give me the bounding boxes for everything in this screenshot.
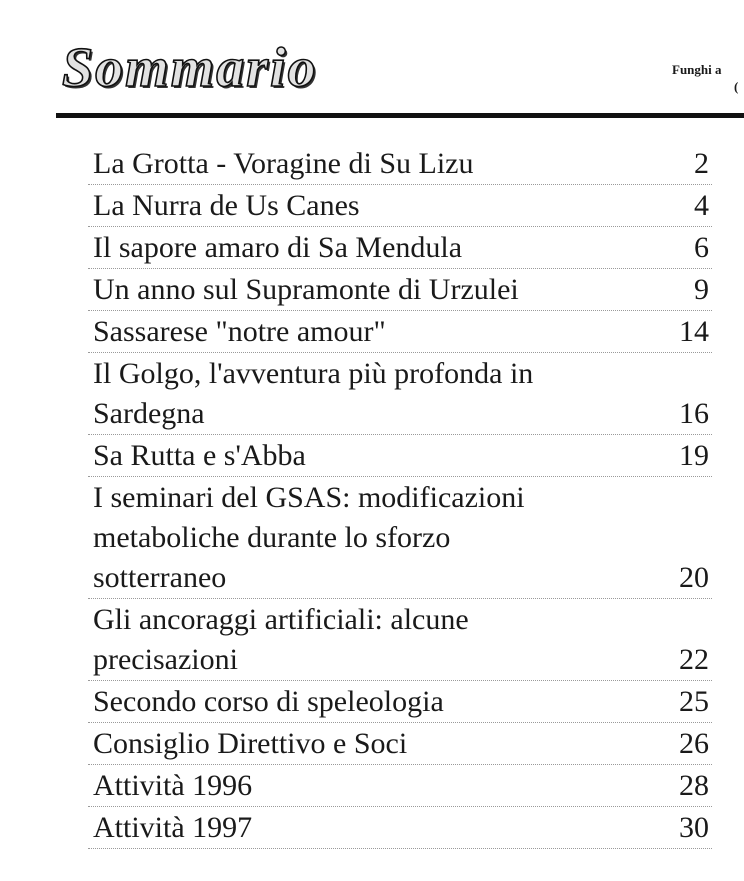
toc-entry[interactable] xyxy=(88,477,712,599)
toc-entry-page: 14 xyxy=(679,315,709,348)
side-note-line-2: ( xyxy=(734,79,739,94)
toc-entry-title: La Nurra de Us Canes xyxy=(93,189,360,222)
toc-entry-page: 6 xyxy=(694,231,709,264)
toc-entry-title: La Grotta - Voragine di Su Lizu xyxy=(93,147,474,180)
header-rule xyxy=(56,113,744,118)
toc-entry-page: 4 xyxy=(694,189,709,222)
toc-entry-title: Sassarese "notre amour" xyxy=(93,315,386,348)
toc-entry-title: Gli ancoraggi artificiali: alcune precisazioni xyxy=(93,603,469,676)
toc-entry-page: 25 xyxy=(679,685,709,718)
toc-entry[interactable] xyxy=(88,681,712,723)
page-title: Sommario xyxy=(62,37,318,99)
toc-entry[interactable] xyxy=(88,185,712,227)
toc-entry-title: Attività 1997 xyxy=(93,811,253,844)
toc-entry[interactable] xyxy=(88,435,712,477)
table-of-contents xyxy=(88,143,712,849)
side-note xyxy=(672,61,744,95)
toc-entry-page: 26 xyxy=(679,727,709,760)
toc-entry-title: Consiglio Direttivo e Soci xyxy=(93,727,408,760)
toc-entry[interactable] xyxy=(88,143,712,185)
toc-entry[interactable] xyxy=(88,227,712,269)
toc-entry-title: Secondo corso di speleologia xyxy=(93,685,444,718)
toc-entry[interactable] xyxy=(88,807,712,849)
toc-entry[interactable] xyxy=(88,311,712,353)
toc-entry[interactable] xyxy=(88,353,712,435)
toc-entry[interactable] xyxy=(88,269,712,311)
toc-entry-title: I seminari del GSAS: modificazioni metaboliche durante lo sforzo sotterraneo xyxy=(93,481,525,594)
side-note-line-1: Funghi a xyxy=(672,62,722,77)
toc-entry-page: 20 xyxy=(679,561,709,594)
toc-entry-title: Attività 1996 xyxy=(93,769,253,802)
toc-entry[interactable] xyxy=(88,599,712,681)
toc-entry[interactable] xyxy=(88,765,712,807)
toc-entry-page: 9 xyxy=(694,273,709,306)
toc-entry-page: 22 xyxy=(679,643,709,676)
toc-entry-title: Sa Rutta e s'Abba xyxy=(93,439,306,472)
toc-entry-page: 30 xyxy=(679,811,709,844)
page-header xyxy=(0,0,744,124)
toc-entry[interactable] xyxy=(88,723,712,765)
toc-entry-page: 16 xyxy=(679,397,709,430)
toc-entry-title: Il sapore amaro di Sa Mendula xyxy=(93,231,463,264)
toc-entry-page: 2 xyxy=(694,147,709,180)
toc-entry-page: 28 xyxy=(679,769,709,802)
toc-entry-title: Un anno sul Supramonte di Urzulei xyxy=(93,273,519,306)
toc-entry-title: Il Golgo, l'avventura più profonda in Sardegna xyxy=(93,357,534,430)
toc-entry-page: 19 xyxy=(679,439,709,472)
